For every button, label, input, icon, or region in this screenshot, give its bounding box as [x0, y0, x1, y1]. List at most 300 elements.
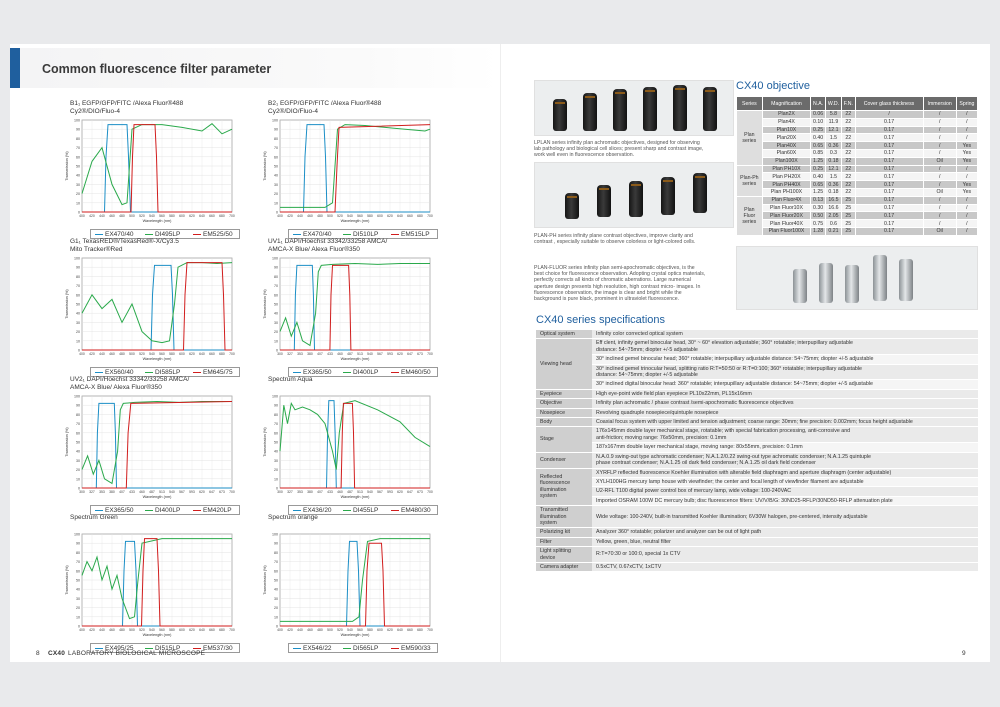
y-tick-label: 0 [78, 348, 80, 353]
table-cell: / [923, 181, 956, 189]
table-cell: Yes [956, 188, 977, 196]
x-tick-label: 660 [209, 214, 215, 218]
chart-title: Spectrum orange [268, 514, 318, 521]
spec-value: Infinity color corrected optical system [592, 330, 978, 339]
x-tick-label: 580 [367, 628, 373, 632]
spec-label: Eyepiece [536, 389, 592, 398]
x-tick-label: 480 [119, 214, 125, 218]
x-tick-label: 420 [89, 352, 95, 356]
table-cell: 25 [842, 204, 856, 212]
table-cell: 0.36 [825, 142, 841, 150]
objective-lens-image [583, 93, 597, 131]
objective-lens-image [661, 177, 675, 215]
y-tick-label: 20 [274, 606, 278, 611]
x-tick-label: 433 [327, 352, 333, 356]
x-tick-label: 513 [159, 490, 165, 494]
legend-swatch [293, 510, 301, 511]
spec-label: Light splitting device [536, 547, 592, 563]
x-tick-label: 680 [219, 628, 225, 632]
x-tick-label: 600 [377, 214, 383, 218]
y-tick-label: 80 [274, 136, 278, 141]
table-cell: 0.17 [855, 134, 923, 142]
table-cell: 0.17 [855, 149, 923, 157]
legend-swatch [145, 510, 153, 511]
spec-value: Yellow, green, blue, neutral filter [592, 537, 978, 546]
spec-value: R:T=70:30 or 100:0, special 1x CTV [592, 547, 978, 563]
table-cell: 0.17 [855, 227, 923, 235]
y-tick-label: 10 [274, 477, 278, 482]
spec-label: Transmitted illumination system [536, 506, 592, 528]
objective-table-header [737, 97, 978, 111]
y-tick-label: 90 [274, 541, 278, 546]
table-header-cell: Magnification [762, 97, 811, 111]
chart-legend [288, 643, 438, 653]
legend-swatch [193, 510, 201, 511]
x-tick-label: 673 [219, 490, 225, 494]
table-cell: 0.17 [855, 173, 923, 181]
x-tick-label: 380 [307, 490, 313, 494]
table-cell: / [956, 220, 977, 228]
x-tick-label: 560 [159, 628, 165, 632]
x-tick-label: 327 [89, 490, 95, 494]
y-tick-label: 10 [274, 339, 278, 344]
legend-label: EX546/22 [303, 645, 332, 652]
table-cell: / [956, 227, 977, 235]
table-cell: 11.9 [825, 118, 841, 126]
table-cell: / [923, 165, 956, 173]
table-cell: / [923, 111, 956, 119]
series-cell: Plan Fluor series [737, 196, 763, 235]
x-tick-label: 660 [407, 214, 413, 218]
y-tick-label: 40 [76, 173, 80, 178]
x-tick-label: 500 [129, 628, 135, 632]
chart-title: B2₁ EGFP/GFP/FITC /Alexa Fluor®488 Cy2®/DIO/Fluo-4 [268, 100, 382, 115]
filter-spectrum-chart [60, 116, 240, 244]
table-cell: 0.65 [811, 181, 826, 189]
spec-value: Wide voltage: 100-240V, built-in transmitted Koehler illumination; 6V30W halogen, pre-centered, intensity adjustable [592, 506, 978, 528]
spec-label: Objective [536, 399, 592, 408]
x-axis-label: Wavelength (nm) [340, 219, 370, 223]
spec-value: XYLH100HG mercury lamp house with viewfinder; the center and focal length of viewfinder filament are adjustable [592, 477, 978, 486]
filter-spectrum-chart [60, 254, 240, 382]
x-axis-label: Wavelength (nm) [340, 633, 370, 637]
objective-lens-image [553, 99, 567, 131]
y-tick-label: 100 [272, 532, 278, 537]
plan-fluor-description: PLAN-FLUOR series infinity plan semi-apochromatic objectives, is the best choice for fluorescence observation. Adopting crystal optics materials, perfectly corrects all kinds of chromatic aberrations. Large numerical aperture design presents high resolution, high contrast micro- images. In fluorescence observation, the image is clear and bright while the background is pure black, prominent in ultraviolet fluorescence. [534, 265, 706, 303]
table-cell: 25 [842, 212, 856, 220]
legend-label: DI585LP [155, 369, 181, 376]
x-tick-label: 440 [297, 214, 303, 218]
table-cell: / [923, 204, 956, 212]
legend-label: EM420LP [203, 507, 232, 514]
y-tick-label: 70 [274, 146, 278, 151]
objective-lens-image [845, 265, 859, 303]
y-tick-label: 20 [274, 192, 278, 197]
x-tick-label: 420 [287, 214, 293, 218]
y-tick-label: 70 [76, 422, 80, 427]
y-tick-label: 10 [274, 615, 278, 620]
x-tick-label: 640 [199, 352, 205, 356]
table-cell: / [956, 165, 977, 173]
table-cell: 22 [842, 173, 856, 181]
brochure-spread [10, 44, 990, 662]
legend-swatch [95, 372, 103, 373]
x-tick-label: 420 [89, 214, 95, 218]
table-cell: 0.18 [825, 188, 841, 196]
y-tick-label: 60 [274, 293, 278, 298]
table-cell: Oil [923, 157, 956, 165]
chart-svg [60, 530, 240, 642]
table-cell: 0.17 [855, 126, 923, 134]
spec-value: Revolving quadruple nosepiece/quintuple nosepiece [592, 408, 978, 417]
spec-label: Body [536, 418, 592, 427]
x-tick-label: 540 [149, 628, 155, 632]
chart-title: B1₁ EGFP/GFP/FITC /Alexa Fluor®488 Cy2®/DIO/Fluo-4 [70, 100, 184, 115]
spec-row [536, 355, 978, 364]
legend-swatch [145, 234, 153, 235]
y-tick-label: 40 [274, 173, 278, 178]
table-row [737, 118, 978, 126]
x-tick-label: 500 [327, 628, 333, 632]
y-tick-label: 30 [274, 320, 278, 325]
table-header-cell: N.A. [811, 97, 826, 111]
x-tick-label: 500 [129, 352, 135, 356]
spec-value: 30° inclined gemel trinocular head, splitting ratio R:T=50:50 or R:T=0:100; 360° rotatable; interpupillary adjustable distance: 54~75mm; diopter +/-5 adjustable [592, 364, 978, 380]
x-tick-label: 400 [79, 628, 85, 632]
spec-value: Imported OSRAM 100W DC mercury bulb; disc fluorescence filters: UV/V/B/G: 30ND25-RFLP/30ND50-RFLP attenuation plate [592, 496, 978, 505]
x-tick-label: 620 [397, 352, 403, 356]
table-cell: 0.50 [811, 212, 826, 220]
specs-section-title: CX40 series specifications [536, 314, 666, 326]
spec-row [536, 380, 978, 389]
legend-swatch [343, 372, 351, 373]
x-tick-label: 620 [189, 628, 195, 632]
table-cell: 22 [842, 157, 856, 165]
chart-title: UV2₁ DAPI/Hoechst 33342/33258 AMCA/ AMCA-X Blue/ Alexa Fluor®350 [70, 376, 190, 391]
table-cell: / [956, 126, 977, 134]
legend-swatch [391, 648, 399, 649]
x-tick-label: 480 [119, 352, 125, 356]
x-tick-label: 540 [169, 490, 175, 494]
x-tick-label: 620 [199, 490, 205, 494]
table-cell: 1.5 [825, 134, 841, 142]
x-axis-label: Wavelength (nm) [142, 495, 172, 499]
table-cell: 0.13 [811, 196, 826, 204]
legend-swatch [343, 234, 351, 235]
table-cell: 5.8 [825, 111, 841, 119]
y-tick-label: 0 [276, 348, 278, 353]
x-tick-label: 700 [229, 490, 235, 494]
spec-label: Viewing head [536, 339, 592, 389]
left-footer-brand: CX40 [48, 650, 66, 657]
x-tick-label: 640 [199, 214, 205, 218]
x-tick-label: 487 [149, 490, 155, 494]
objective-lens-image [793, 269, 807, 303]
spec-row [536, 418, 978, 427]
x-tick-label: 600 [179, 352, 185, 356]
spec-row [536, 364, 978, 380]
y-tick-label: 40 [274, 449, 278, 454]
x-tick-label: 600 [179, 628, 185, 632]
objective-lens-image [703, 87, 717, 131]
x-tick-label: 460 [337, 490, 343, 494]
x-tick-label: 560 [357, 214, 363, 218]
table-cell: / [956, 204, 977, 212]
chart-title: G1₁ TexasRED®/TexasRed®-X/Cy3.5 Mito Tracker®Red [70, 238, 179, 253]
table-cell: 0.06 [811, 111, 826, 119]
filter-spectrum-chart [258, 254, 438, 382]
filter-spectrum-chart [60, 392, 240, 520]
y-tick-label: 20 [76, 468, 80, 473]
table-cell: Plan100X [762, 157, 811, 165]
y-tick-label: 30 [274, 458, 278, 463]
spec-value: Coaxial focus system with upper limited and tension adjustment; coarse range: 30mm; fine precision: 0.002mm; focus height adjustable [592, 418, 978, 427]
table-cell: / [956, 111, 977, 119]
y-tick-label: 90 [76, 127, 80, 132]
x-tick-label: 700 [427, 490, 433, 494]
legend-swatch [95, 648, 103, 649]
legend-label: EM537/30 [203, 645, 233, 652]
spec-row [536, 443, 978, 452]
x-tick-label: 460 [109, 628, 115, 632]
x-tick-label: 420 [89, 628, 95, 632]
y-tick-label: 90 [76, 541, 80, 546]
table-cell: 22 [842, 165, 856, 173]
table-cell: Yes [956, 181, 977, 189]
table-row [737, 126, 978, 134]
table-cell: 1.25 [811, 188, 826, 196]
table-cell: 0.36 [825, 181, 841, 189]
filter-spectrum-chart [258, 530, 438, 658]
y-tick-label: 80 [76, 136, 80, 141]
y-tick-label: 20 [76, 606, 80, 611]
y-tick-label: 10 [76, 615, 80, 620]
table-cell: / [923, 126, 956, 134]
x-tick-label: 460 [109, 352, 115, 356]
legend-swatch [293, 648, 301, 649]
x-tick-label: 540 [149, 214, 155, 218]
y-tick-label: 40 [76, 311, 80, 316]
legend-label: EM480/30 [401, 507, 431, 514]
objective-lens-image [693, 173, 707, 213]
chart-svg [258, 254, 438, 366]
left-footer-text-value: LABORATORY BIOLOGICAL MICROSCOPE [68, 650, 206, 657]
x-tick-label: 500 [129, 214, 135, 218]
table-cell: 12.1 [825, 126, 841, 134]
table-cell: / [923, 220, 956, 228]
y-tick-label: 80 [76, 274, 80, 279]
table-cell: 0.40 [811, 173, 826, 181]
legend-swatch [193, 234, 201, 235]
y-axis-label: Transmission (%) [263, 565, 267, 595]
x-tick-label: 540 [347, 214, 353, 218]
table-cell: / [923, 149, 956, 157]
table-cell: / [923, 196, 956, 204]
spec-value: 187x167mm double layer mechanical stage, moving range: 80x55mm, precision: 0.1mm [592, 443, 978, 452]
x-tick-label: 420 [287, 628, 293, 632]
table-cell: 22 [842, 181, 856, 189]
legend-label: EX495/25 [105, 645, 134, 652]
x-tick-label: 460 [337, 352, 343, 356]
y-tick-label: 0 [276, 624, 278, 629]
chart-svg [60, 254, 240, 366]
table-cell: 0.18 [825, 157, 841, 165]
y-tick-label: 20 [76, 330, 80, 335]
page-divider [500, 44, 501, 662]
x-tick-label: 600 [377, 628, 383, 632]
y-tick-label: 40 [76, 449, 80, 454]
table-cell: / [855, 111, 923, 119]
table-cell: Plan60X [762, 149, 811, 157]
y-tick-label: 80 [76, 550, 80, 555]
x-tick-label: 327 [287, 490, 293, 494]
x-tick-label: 487 [347, 352, 353, 356]
x-tick-label: 567 [377, 352, 383, 356]
table-cell: 0.75 [811, 220, 826, 228]
table-header-cell: F.N. [842, 97, 856, 111]
legend-label: DI400LP [353, 369, 379, 376]
x-tick-label: 680 [417, 628, 423, 632]
table-cell: / [923, 173, 956, 181]
x-tick-label: 440 [99, 628, 105, 632]
y-tick-label: 70 [274, 422, 278, 427]
table-cell: 1.25 [811, 157, 826, 165]
table-row [737, 165, 978, 173]
y-tick-label: 30 [274, 596, 278, 601]
y-tick-label: 70 [76, 284, 80, 289]
spec-value: 176x145mm double layer mechanical stage, rotatable; with special fabrication processing, anti-corrosive and anti-friction; moving range: 76x50mm, precision: 0.1mm [592, 427, 978, 443]
objective-lens-image [643, 87, 657, 131]
y-tick-label: 100 [74, 532, 80, 537]
spec-row [536, 487, 978, 496]
x-tick-label: 407 [317, 490, 323, 494]
left-page-title: Common fluorescence filter parameter [42, 62, 272, 76]
spec-label: Optical system [536, 330, 592, 339]
table-cell: 0.25 [811, 126, 826, 134]
x-tick-label: 700 [229, 628, 235, 632]
filter-spectrum-chart [258, 116, 438, 244]
y-axis-label: Transmission (%) [65, 427, 69, 457]
legend-label: EM645/75 [203, 369, 233, 376]
x-tick-label: 700 [427, 352, 433, 356]
x-tick-label: 500 [327, 214, 333, 218]
y-tick-label: 50 [76, 440, 80, 445]
x-tick-label: 433 [327, 490, 333, 494]
spec-label: Condenser [536, 452, 592, 468]
legend-swatch [193, 648, 201, 649]
table-cell: Plan Fluor20X [762, 212, 811, 220]
table-cell: Plan10X [762, 126, 811, 134]
table-cell: Plan Fluor40X [762, 220, 811, 228]
table-row [737, 227, 978, 235]
x-tick-label: 400 [277, 214, 283, 218]
legend-label: DI565LP [353, 645, 379, 652]
y-tick-label: 40 [274, 587, 278, 592]
spec-value: N.A.0.9 swing-out type achromatic condenser; N.A.1.2/0.22 swing-out type achromatic condenser; N.A.1.25 quintuple phase contrast condenser; N.A.1.25 oil dark field condenser; N.A.1.25 oil dark field condenser [592, 452, 978, 468]
spec-row [536, 506, 978, 528]
legend-swatch [293, 372, 301, 373]
y-tick-label: 90 [76, 403, 80, 408]
table-cell: Plan PH10X [762, 165, 811, 173]
chart-svg [258, 116, 438, 228]
y-tick-label: 20 [76, 192, 80, 197]
x-tick-label: 567 [179, 490, 185, 494]
table-row [737, 220, 978, 228]
table-row [737, 181, 978, 189]
table-cell: 0.25 [811, 165, 826, 173]
x-tick-label: 440 [297, 628, 303, 632]
y-tick-label: 80 [274, 274, 278, 279]
y-tick-label: 60 [274, 569, 278, 574]
table-header-cell: Spring [956, 97, 977, 111]
x-tick-label: 540 [149, 352, 155, 356]
y-axis-label: Transmission (%) [263, 427, 267, 457]
legend-swatch [293, 234, 301, 235]
table-cell: Yes [956, 157, 977, 165]
x-tick-label: 327 [287, 352, 293, 356]
y-tick-label: 50 [76, 164, 80, 169]
table-cell: 12.1 [825, 165, 841, 173]
objective-lens-image [597, 185, 611, 217]
legend-label: EX365/50 [303, 369, 332, 376]
legend-swatch [145, 372, 153, 373]
x-tick-label: 673 [417, 490, 423, 494]
table-cell: / [956, 173, 977, 181]
legend-swatch [193, 372, 201, 373]
chart-title: UV1₁ DAPI/Hoechst 33342/33258 AMCA/ AMCA-X Blue/ Alexa Fluor®350 [268, 238, 388, 253]
y-tick-label: 30 [76, 182, 80, 187]
chart-svg [60, 116, 240, 228]
table-cell: 22 [842, 134, 856, 142]
legend-label: EM525/50 [203, 231, 233, 238]
lplan-description: LPLAN series infinity plan achromatic objectives, designed for observing lab pathology and biological cell slices; present sharp and contrast image, work well even in fluorescence observation. [534, 140, 704, 159]
x-tick-label: 520 [139, 214, 145, 218]
table-cell: 0.17 [855, 142, 923, 150]
table-cell: 0.17 [855, 118, 923, 126]
spec-row [536, 427, 978, 443]
legend-label: EX436/20 [303, 507, 332, 514]
x-tick-label: 353 [99, 490, 105, 494]
x-tick-label: 400 [277, 628, 283, 632]
legend-swatch [145, 648, 153, 649]
table-cell: 0.3 [825, 149, 841, 157]
spec-row [536, 408, 978, 417]
x-tick-label: 700 [229, 214, 235, 218]
table-cell: Oil [923, 188, 956, 196]
x-tick-label: 660 [407, 628, 413, 632]
x-tick-label: 593 [387, 352, 393, 356]
table-cell: Plan40X [762, 142, 811, 150]
legend-label: DI515LP [155, 645, 181, 652]
spec-row [536, 468, 978, 477]
table-row [737, 111, 978, 119]
specs-table [536, 330, 978, 572]
y-tick-label: 70 [274, 560, 278, 565]
x-tick-label: 660 [209, 352, 215, 356]
table-cell: 1.28 [811, 227, 826, 235]
x-tick-label: 433 [129, 490, 135, 494]
x-tick-label: 400 [79, 214, 85, 218]
x-tick-label: 640 [199, 628, 205, 632]
x-tick-label: 460 [307, 214, 313, 218]
table-row [737, 204, 978, 212]
table-cell: 0.6 [825, 220, 841, 228]
y-tick-label: 100 [74, 118, 80, 123]
spec-value: Analyzer 360° rotatable; polarizer and analyzer can be out of light path [592, 528, 978, 537]
spec-label: Camera adapter [536, 562, 592, 571]
spec-value: High eye-point wide field plan eyepiece PL10x22mm, PL15x16mm [592, 389, 978, 398]
lplan-objectives-photo [534, 80, 734, 136]
